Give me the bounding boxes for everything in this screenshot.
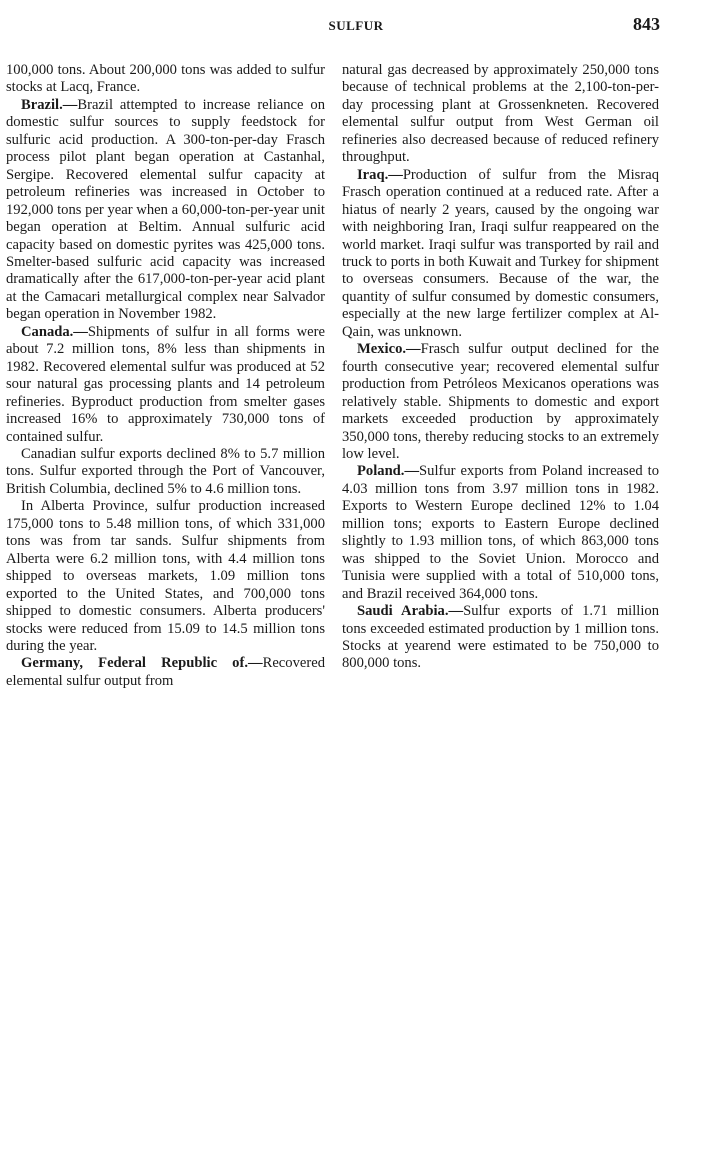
- brazil-text: Brazil attempted to increase reliance on domestic sulfur sources to supply feedstock for sulfuric acid production. A 300-ton-per-day Frasch process pilot plant began operation at Castanhal, Sergipe. Recovered elemental sulfur capacity at petroleum refineries was increased in October to 192,000 tons per year when a 60,000-ton-per-year unit began operation at Beltim. Annual sulfuric acid capacity based on domestic pyrites was 425,000 tons. Smelter-based sulfuric acid capacity was increased dramatically after the 617,000-ton-per-year acid plant at the Camacari metallurgical complex near Salvador began operation in November 1982.: [6, 96, 325, 323]
- saudi-arabia-text: Sulfur exports of 1.71 million tons exceeded estimated production by 1 million tons. Stocks at yearend were estimated to be 750,000 to 800,000 tons.: [342, 603, 659, 672]
- paragraph-canada: [6, 324, 325, 446]
- running-header: [0, 14, 712, 38]
- page-number: 843: [633, 14, 660, 34]
- paragraph-germany-continued: natural gas decreased by approximately 250,000 tons because of technical problems at the 2,100-ton-per-day processing plant at Grossenkneten. Recovered elemental sulfur output from West German oil refineries also decreased because of reduced refinery throughput.: [342, 62, 659, 166]
- germany-text: Recovered elemental sulfur output from: [6, 655, 325, 689]
- country-heading-germany: Germany, Federal Republic of.—: [21, 655, 263, 672]
- running-title: SULFUR: [328, 18, 384, 33]
- country-heading-canada: Canada.—: [21, 323, 88, 340]
- country-heading-mexico: Mexico.—: [357, 341, 421, 358]
- paragraph-lacq: 100,000 tons. About 200,000 tons was added to sulfur stocks at Lacq, France.: [6, 62, 325, 96]
- right-column: [342, 62, 659, 673]
- poland-text: Sulfur exports from Poland increased to 4.03 million tons from 3.97 million tons in 1982. Exports to Western Europe declined 12% to 1.04 million tons; exports to Eastern Europe declined slightly to 1.93 million tons, of which 863,000 tons was shipped to the Soviet Union. Morocco and Tunisia were supplied with a total of 510,000 tons, and Brazil received 364,000 tons.: [342, 463, 659, 602]
- paragraph-germany: [6, 655, 325, 690]
- paragraph-saudi-arabia: [342, 603, 659, 673]
- canada-text: Shipments of sulfur in all forms were about 7.2 million tons, 8% less than shipments in 1982. Recovered elemental sulfur was produced at 52 sour natural gas processing plants and 14 petroleum refineries. Byproduct production from smelter gases increased 16% to approximately 730,000 tons of contained sulfur.: [6, 323, 325, 445]
- paragraph-poland: [342, 463, 659, 603]
- paragraph-canada-exports: Canadian sulfur exports declined 8% to 5.7 million tons. Sulfur exported through the Port of Vancouver, British Columbia, declined 5% to 4.6 million tons.: [6, 445, 325, 497]
- left-column: [6, 62, 325, 690]
- country-heading-brazil: Brazil.—: [21, 96, 78, 113]
- country-heading-poland: Poland.—: [357, 463, 420, 480]
- country-heading-saudi-arabia: Saudi Arabia.—: [357, 603, 464, 620]
- mexico-text: Frasch sulfur output declined for the fourth consecutive year; recovered elemental sulfur production from Petróleos Mexicanos operations was relatively stable. Shipments to domestic and export markets exceeded production by approximately 350,000 tons, thereby reducing stocks to an extremely low level.: [342, 341, 659, 462]
- paragraph-mexico: [342, 341, 659, 463]
- paragraph-alberta: In Alberta Province, sulfur production increased 175,000 tons to 5.48 million tons, of which 331,000 tons was from tar sands. Sulfur shipments from Alberta were 6.2 million tons, with 4.4 million tons shipped to overseas markets, 1.09 million tons exported to the United States, and 700,000 tons shipped to domestic consumers. Alberta producers' stocks were reduced from 15.09 to 14.5 million tons during the year.: [6, 498, 325, 654]
- country-heading-iraq: Iraq.—: [357, 166, 403, 183]
- paragraph-brazil: [6, 97, 325, 324]
- paragraph-iraq: [342, 167, 659, 342]
- iraq-text: Production of sulfur from the Misraq Frasch operation continued at a reduced rate. After a hiatus of nearly 2 years, caused by the ongoing war with neighboring Iran, Iraqi sulfur reappeared on the world market. Iraqi sulfur was transported by rail and truck to ports in both Kuwait and Turkey for shipment to overseas consumers. Because of the war, the quantity of sulfur consumed by domestic consumers, especially at the new large fertilizer complex at Al-Qain, was unknown.: [342, 166, 659, 340]
